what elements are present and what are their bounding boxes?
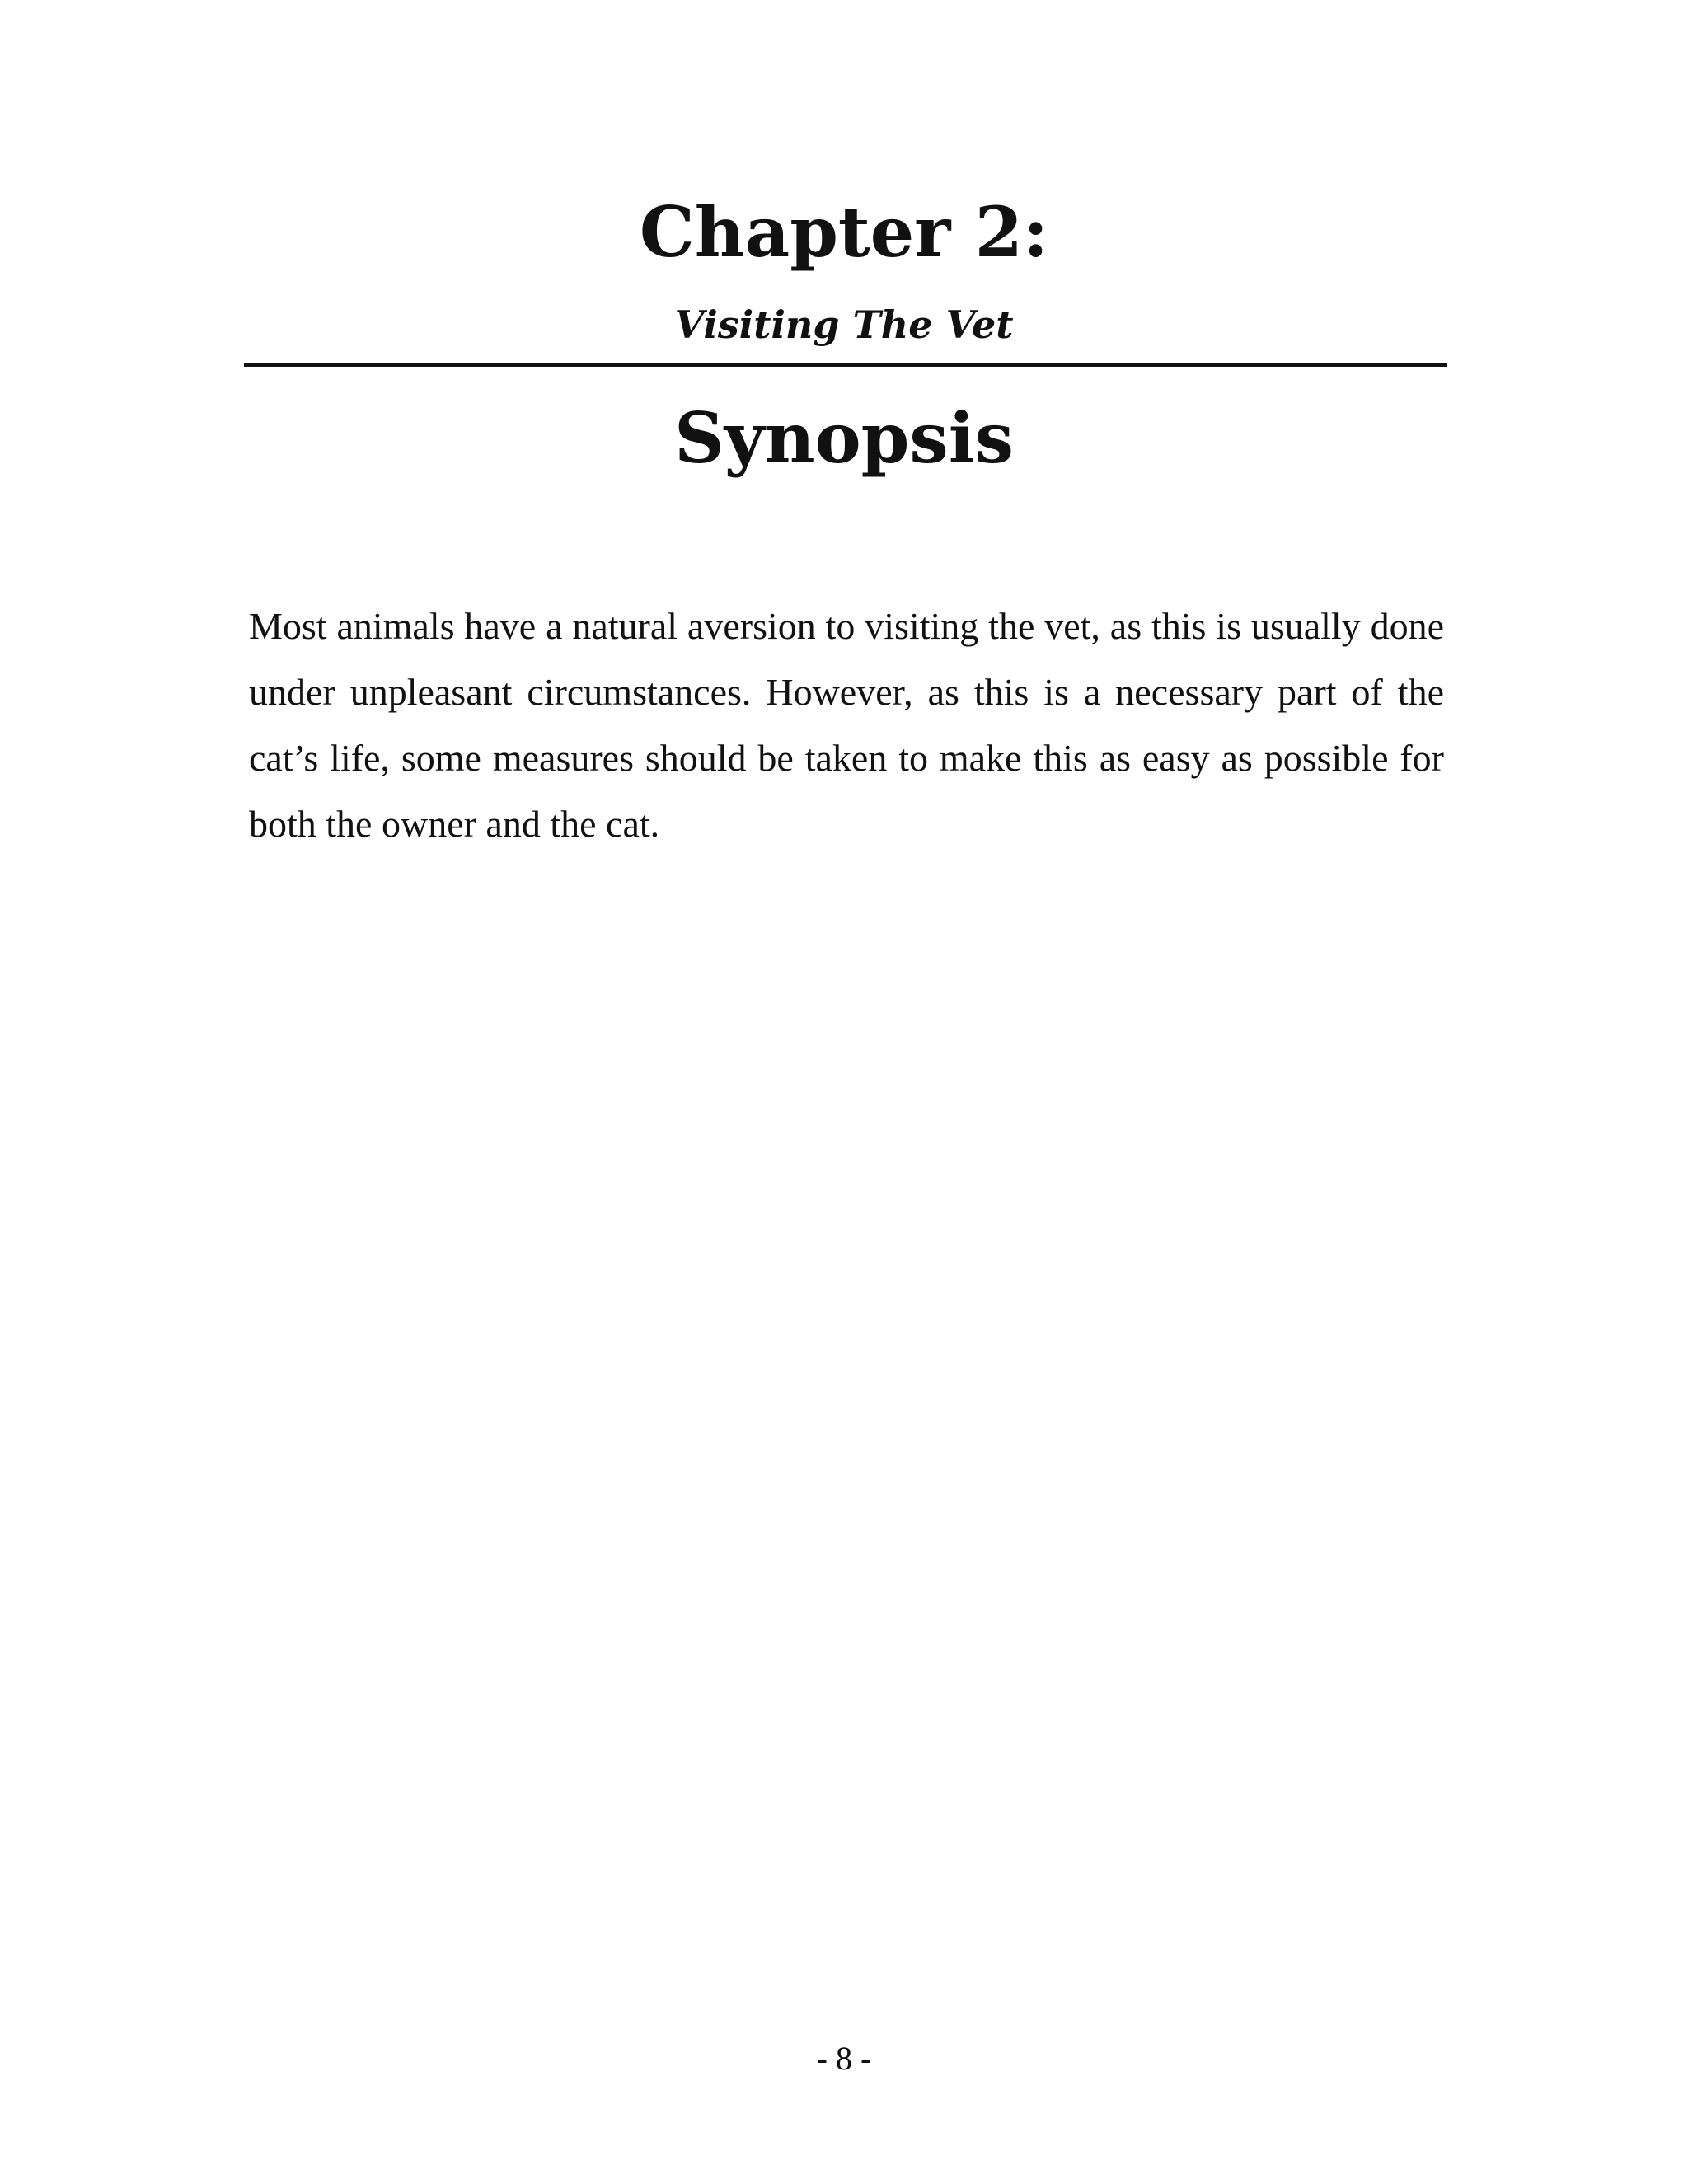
synopsis-paragraph: Most animals have a natural aversion to visiting the vet, as this is usually done under unpleasant circumstances. However, as this is a necessary part of the cat’s life, some measures should be taken to make this as easy as possible for both the owner and the cat. (249, 605, 1444, 845)
chapter-title: Chapter 2: (639, 191, 1049, 273)
page-number: - 8 - (816, 2040, 872, 2077)
horizontal-rule (244, 363, 1447, 367)
chapter-subtitle: Visiting The Vet (674, 302, 1014, 347)
section-title: Synopsis (674, 397, 1014, 479)
